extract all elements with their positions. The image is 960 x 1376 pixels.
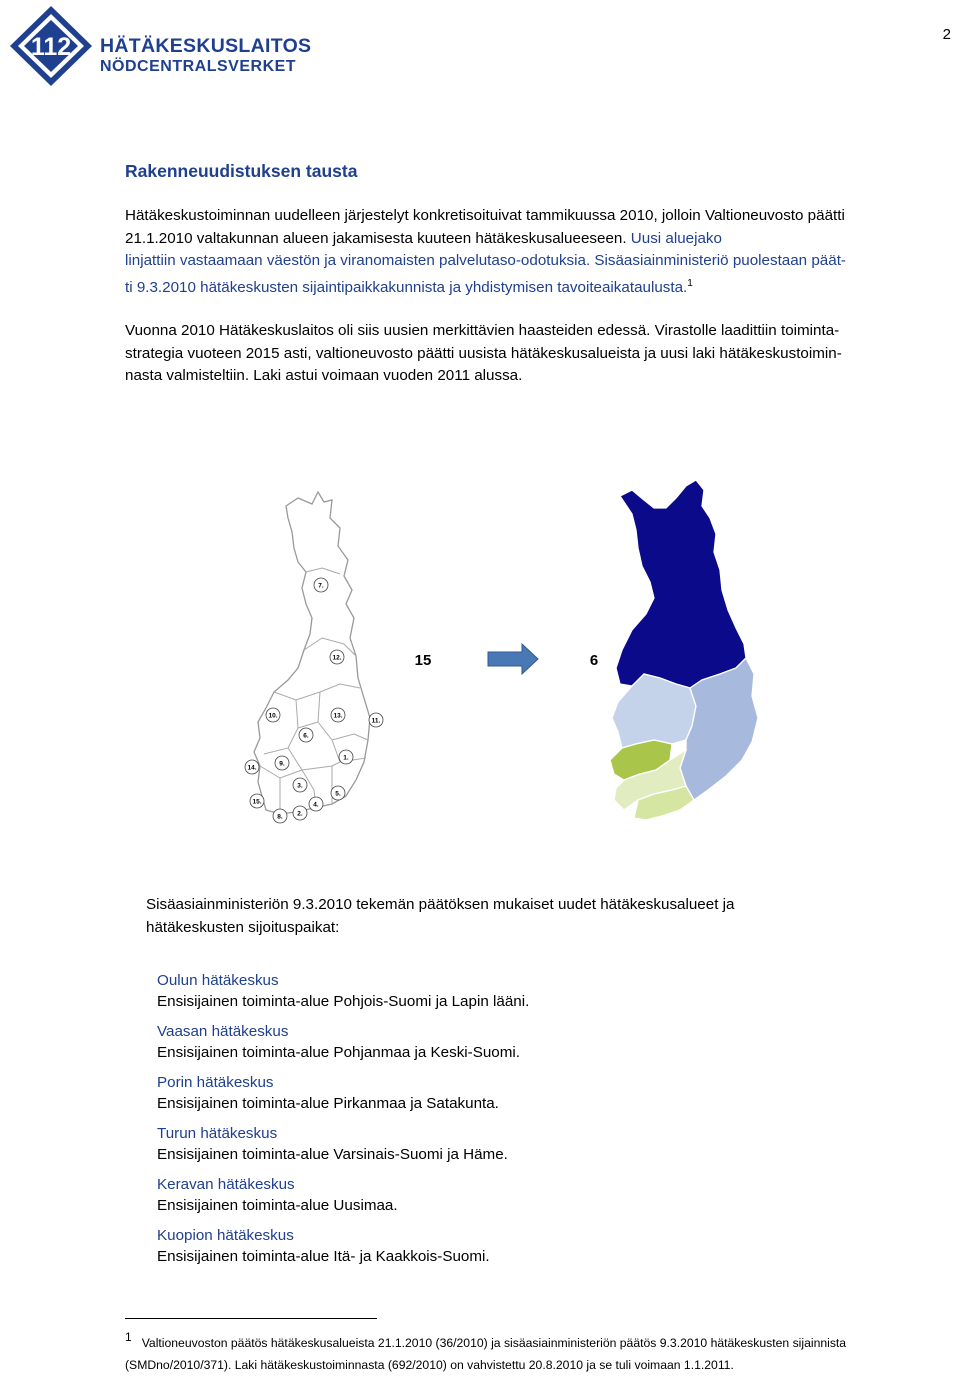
footnote-reference: 1 [687, 277, 693, 289]
paragraph-line [125, 228, 960, 251]
region-label-10 [266, 708, 280, 722]
section-heading: Rakenneuudistuksen tausta [125, 161, 358, 181]
logo-name-fi: HÄTÄKESKUSLAITOS [100, 35, 312, 57]
svg-text:14.: 14. [247, 764, 257, 772]
region-oulu [616, 480, 746, 688]
list-item [157, 1021, 917, 1072]
page-number: 2 [942, 26, 951, 43]
center-name: Keravan hätäkeskus [157, 1176, 295, 1193]
svg-text:11.: 11. [371, 717, 381, 725]
center-area: Ensisijainen toiminta-alue Itä- ja Kaakkois-Suomi. [157, 1248, 490, 1265]
center-area: Ensisijainen toiminta-alue Uusimaa. [157, 1197, 398, 1214]
center-area: Ensisijainen toiminta-alue Varsinais-Suomi ja Häme. [157, 1146, 508, 1163]
list-item [157, 1174, 917, 1225]
svg-text:13.: 13. [333, 712, 343, 720]
footnote-line [125, 1326, 960, 1354]
logo-number: 112 [30, 33, 72, 61]
emergency-centers-list [157, 970, 917, 1276]
region-label-11 [369, 713, 383, 727]
region-count-before: 15 [414, 652, 432, 669]
logo-emblem [4, 2, 100, 90]
paragraph-strategy [125, 320, 960, 388]
paragraph-line [125, 273, 960, 300]
center-name: Oulun hätäkeskus [157, 972, 279, 989]
paragraph-line: nasta valmisteltiin. Laki astui voimaan vuoden 2011 alussa. [125, 367, 523, 384]
paragraph-text: 21.1.2010 valtakunnan alueen jakamisesta kuuteen hätäkeskusalueeseen. [125, 229, 627, 247]
region-map-figure [240, 478, 760, 830]
logo [4, 2, 312, 90]
region-label-8 [273, 809, 287, 823]
region-label-1 [339, 750, 353, 764]
footnote [125, 1326, 960, 1376]
svg-text:2.: 2. [297, 810, 303, 818]
svg-text:10.: 10. [268, 712, 278, 720]
center-area: Ensisijainen toiminta-alue Pohjois-Suomi ja Lapin lääni. [157, 993, 530, 1010]
svg-text:3.: 3. [297, 782, 303, 790]
paragraph-line: Vuonna 2010 Hätäkeskuslaitos oli siis uusien merkittävien haasteiden edessä. Virastolle laadittiin toiminta- [125, 322, 840, 339]
region-label-13 [331, 708, 345, 722]
region-label-14 [245, 760, 259, 774]
paragraph-intro [125, 205, 960, 299]
region-label-7 [314, 578, 328, 592]
list-item [157, 1225, 917, 1276]
map-15-regions [254, 492, 370, 814]
list-item [157, 970, 917, 1021]
svg-text:9.: 9. [279, 760, 285, 768]
footnote-line: (SMDno/2010/371). Laki hätäkeskustoiminnasta (692/2010) on vahvistettu 20.8.2010 ja se tuli voimaan 1.1.2011. [125, 1358, 734, 1372]
paragraph-text-highlight: Uusi aluejako [626, 229, 722, 247]
svg-text:8.: 8. [277, 813, 283, 821]
region-label-3 [293, 778, 307, 792]
list-item [157, 1072, 917, 1123]
figure-caption [146, 893, 946, 939]
region-count-after: 6 [589, 652, 599, 669]
svg-text:5.: 5. [335, 790, 341, 798]
footnote-divider [125, 1318, 377, 1319]
caption-line: hätäkeskusten sijoituspaikat: [146, 919, 340, 936]
svg-text:1.: 1. [343, 754, 349, 762]
footnote-number: 1 [125, 1330, 132, 1344]
paragraph-text-highlight: ti 9.3.2010 hätäkeskusten sijaintipaikkakunnista ja yhdistymisen tavoiteaikataulusta. [125, 278, 688, 296]
center-name: Kuopion hätäkeskus [157, 1227, 294, 1244]
caption-line: Sisäasiainministeriön 9.3.2010 tekemän päätöksen mukaiset uudet hätäkeskusalueet ja [146, 896, 735, 913]
center-area: Ensisijainen toiminta-alue Pohjanmaa ja Keski-Suomi. [157, 1044, 520, 1061]
region-label-12 [330, 650, 344, 664]
region-label-6 [299, 728, 313, 742]
region-label-15 [250, 794, 264, 808]
paragraph-line: linjattiin vastaamaan väestön ja viranomaisten palvelutaso-odotuksia. Sisäasiainministeriö puolestaan päät- [125, 252, 846, 269]
center-name: Vaasan hätäkeskus [157, 1023, 289, 1040]
svg-text:6.: 6. [303, 732, 309, 740]
svg-text:7.: 7. [318, 582, 324, 590]
svg-text:12.: 12. [332, 654, 342, 662]
svg-text:4.: 4. [313, 801, 319, 809]
arrow-icon [488, 644, 538, 674]
center-area: Ensisijainen toiminta-alue Pirkanmaa ja Satakunta. [157, 1095, 499, 1112]
region-label-5 [331, 786, 345, 800]
center-name: Turun hätäkeskus [157, 1125, 278, 1142]
svg-text:15.: 15. [252, 798, 262, 806]
list-item [157, 1123, 917, 1174]
logo-name-sv: NÖDCENTRALSVERKET [100, 58, 297, 75]
center-name: Porin hätäkeskus [157, 1074, 274, 1091]
region-label-4 [309, 797, 323, 811]
region-label-2 [293, 806, 307, 820]
footnote-text: Valtioneuvoston päätös hätäkeskusalueista 21.1.2010 (36/2010) ja sisäasiainministeriön päätös 9.3.2010 hätäkeskusten sijainnista [141, 1336, 847, 1350]
map-6-regions [610, 480, 758, 820]
finland-maps [240, 478, 760, 830]
region-label-9 [275, 756, 289, 770]
paragraph-line: strategia vuoteen 2015 asti, valtioneuvosto päätti uusista hätäkeskusalueista ja uusi laki hätäkeskustoimin- [125, 344, 842, 362]
paragraph-line: Hätäkeskustoiminnan uudelleen järjestelyt konkretisoituivat tammikuussa 2010, jolloin Valtioneuvosto päätti [125, 207, 845, 224]
